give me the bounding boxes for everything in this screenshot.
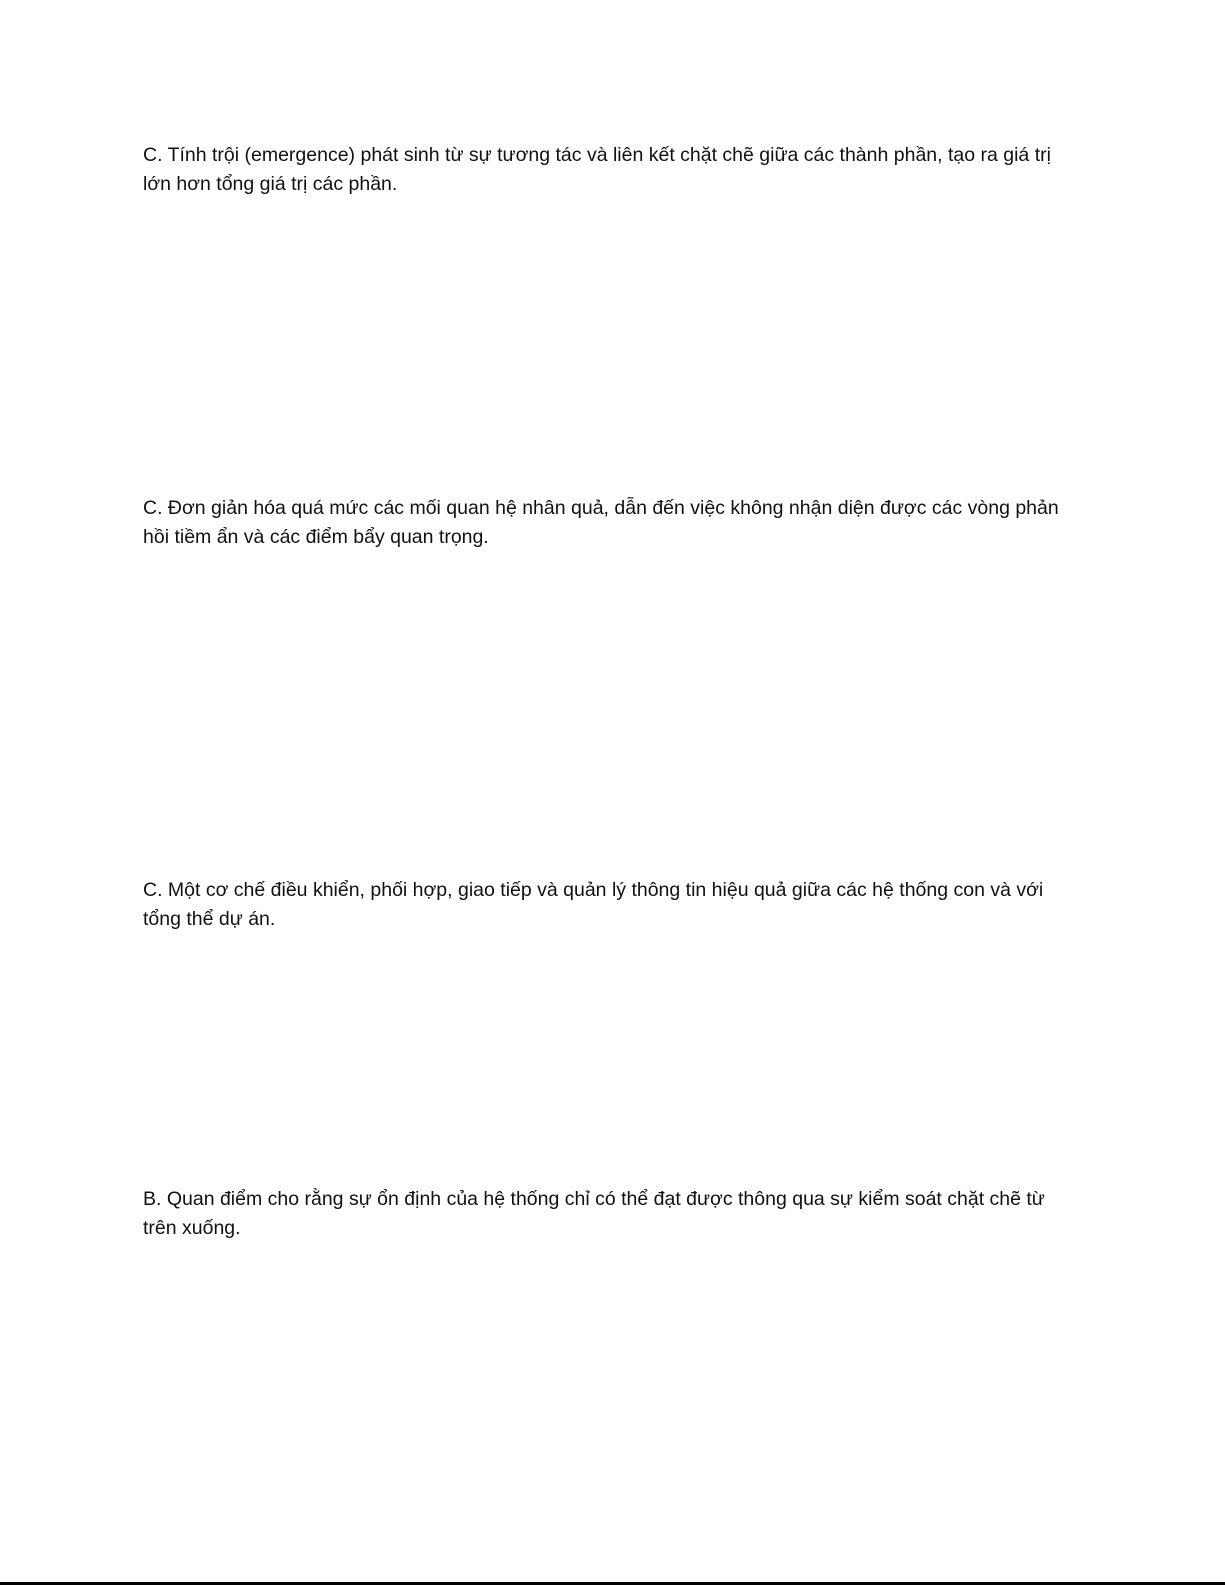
answer-text-3: C. Một cơ chế điều khiển, phối hợp, giao tiếp và quản lý thông tin hiệu quả giữa các hệ thống con và với tổng thể dự án.: [143, 879, 1044, 930]
answer-text-2: C. Đơn giản hóa quá mức các mối quan hệ nhân quả, dẫn đến việc không nhận diện được các vòng phản hồi tiềm ẩn và các điểm bẩy quan trọng.: [143, 497, 1059, 548]
answer-text-4: B. Quan điểm cho rằng sự ổn định của hệ thống chỉ có thể đạt được thông qua sự kiểm soát chặt chẽ từ trên xuống.: [143, 1188, 1045, 1239]
answer-text-1: C. Tính trội (emergence) phát sinh từ sự tương tác và liên kết chặt chẽ giữa các thành phần, tạo ra giá trị lớn hơn tổng giá trị các phần.: [143, 144, 1051, 195]
